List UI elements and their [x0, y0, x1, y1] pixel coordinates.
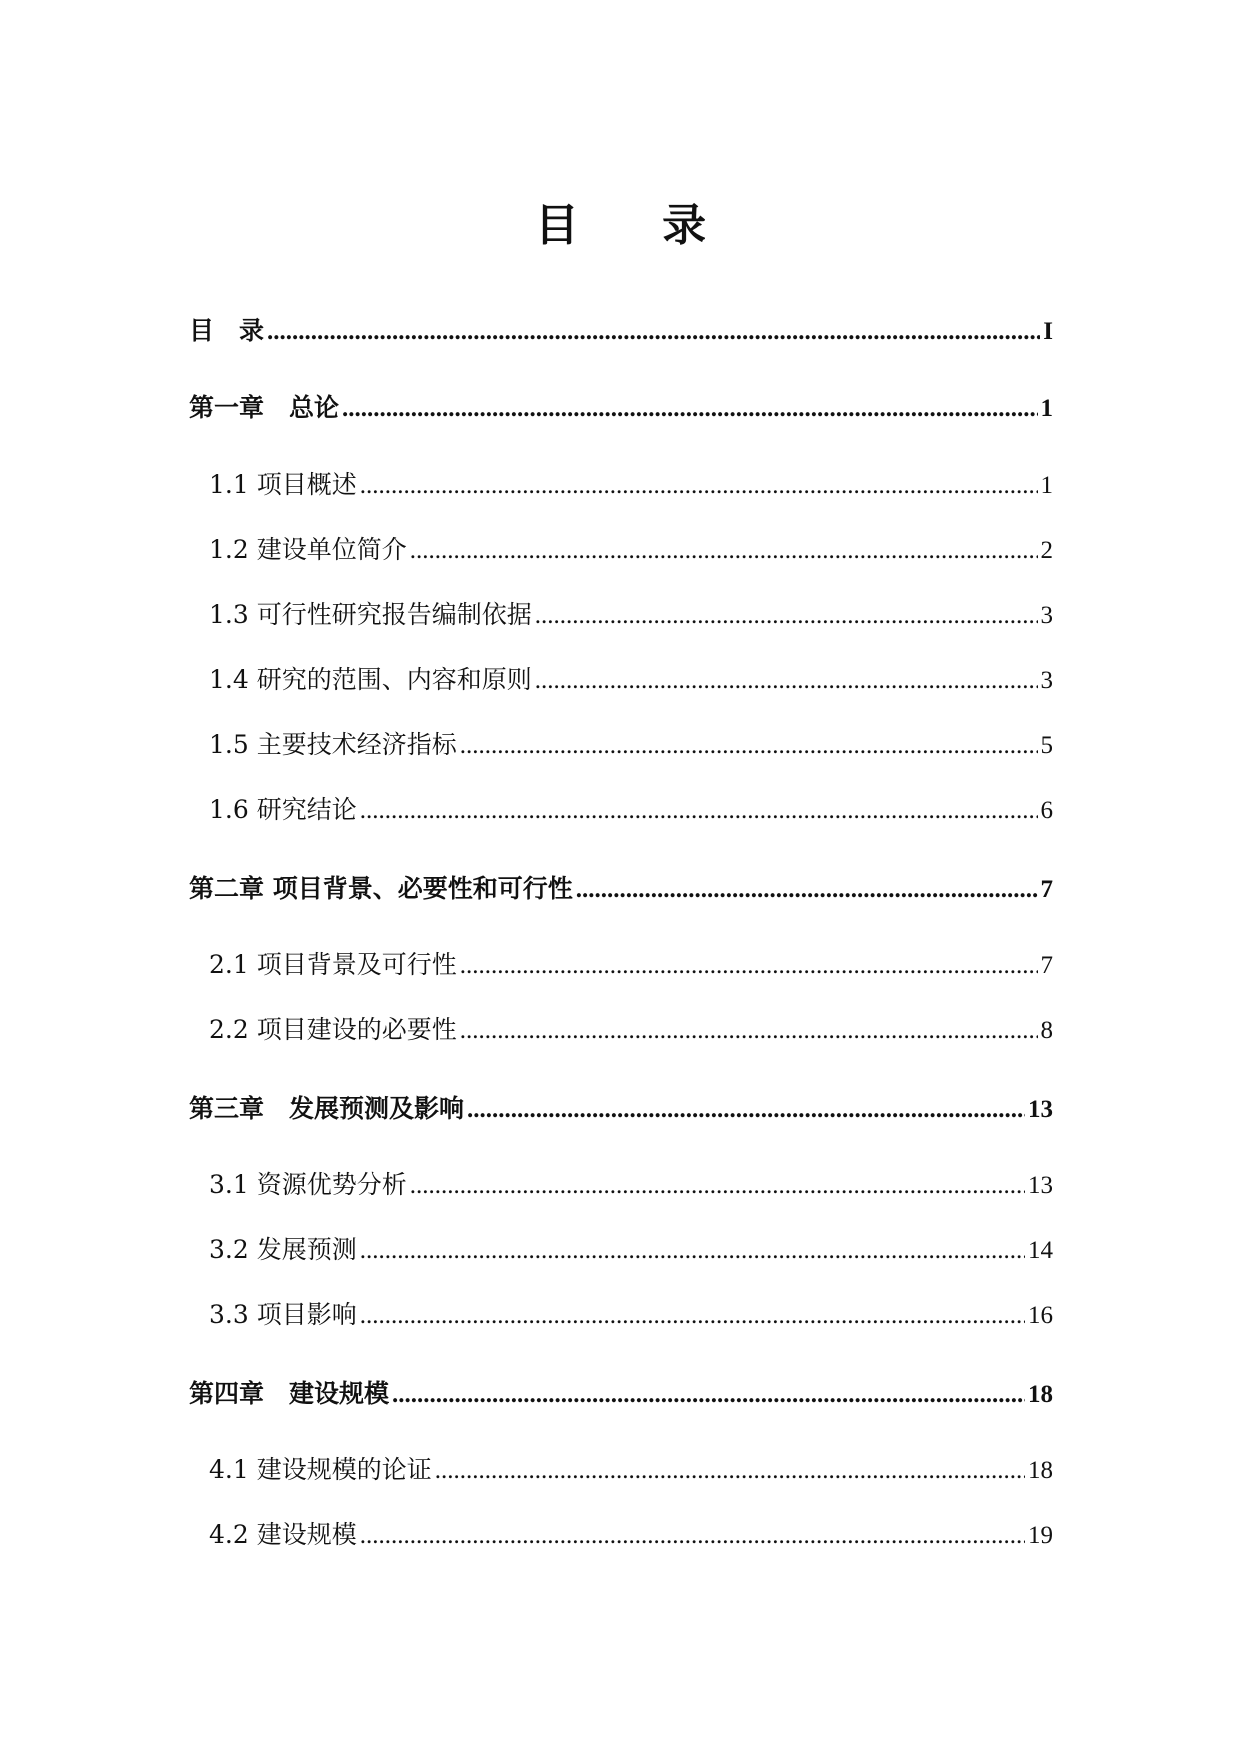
toc-entry-chapter-3[interactable]: [189, 1089, 1053, 1130]
toc-entry-section-4-1[interactable]: [209, 1450, 1053, 1491]
toc-entry-page: 14: [1028, 1237, 1053, 1264]
toc-entry-text: 第四章 建设规模: [189, 1379, 390, 1408]
toc-entry-text: 3.3 项目影响: [209, 1300, 357, 1329]
toc-leader-dots: [360, 466, 1038, 506]
toc-entry-page: I: [1043, 318, 1053, 345]
toc-entry-text: 1.1 项目概述: [209, 470, 357, 499]
page-title: 目 录: [534, 200, 741, 251]
toc-entry-page: 16: [1028, 1302, 1053, 1329]
toc-entry-section-3-3[interactable]: [209, 1295, 1053, 1336]
toc-leader-dots: [460, 726, 1038, 766]
toc-entry-page: 19: [1028, 1522, 1053, 1549]
toc-entry-section-4-2[interactable]: [209, 1515, 1053, 1556]
toc-entry-page: 6: [1040, 797, 1053, 824]
toc-entry-page: 18: [1028, 1457, 1053, 1484]
toc-entry-text: 4.1 建设规模的论证: [209, 1455, 432, 1484]
toc-entry-contents[interactable]: [189, 311, 1053, 352]
toc-leader-dots: [576, 870, 1038, 910]
toc-entry-chapter-1[interactable]: [189, 388, 1053, 429]
toc-entry-text: 4.2 建设规模: [209, 1520, 357, 1549]
toc-entry-chapter-4[interactable]: [189, 1374, 1053, 1415]
toc-entry-text: 3.2 发展预测: [209, 1235, 357, 1264]
toc-entry-section-2-1[interactable]: [209, 945, 1053, 986]
toc-entry-section-1-6[interactable]: [209, 790, 1053, 831]
toc-entry-chapter-2[interactable]: [189, 869, 1053, 910]
toc-entry-section-1-3[interactable]: [209, 595, 1053, 636]
toc-leader-dots: [267, 312, 1040, 352]
toc-entry-text: 1.6 研究结论: [209, 795, 357, 824]
toc-entry-page: 5: [1040, 732, 1053, 759]
toc-leader-dots: [535, 661, 1038, 701]
toc-leader-dots: [460, 1011, 1038, 1051]
toc-entry-page: 13: [1028, 1096, 1053, 1123]
toc-entry-page: 3: [1040, 602, 1053, 629]
toc-leader-dots: [392, 1375, 1025, 1415]
toc-entry-page: 1: [1040, 472, 1053, 499]
toc-entry-text: 3.1 资源优势分析: [209, 1170, 407, 1199]
toc-entry-text: 1.4 研究的范围、内容和原则: [209, 665, 532, 694]
toc-leader-dots: [535, 596, 1038, 636]
toc-entry-section-1-4[interactable]: [209, 660, 1053, 701]
toc-entry-page: 8: [1040, 1017, 1053, 1044]
toc-entry-section-3-1[interactable]: [209, 1165, 1053, 1206]
toc-entry-text: 1.5 主要技术经济指标: [209, 730, 457, 759]
toc-entry-page: 2: [1040, 537, 1053, 564]
toc-entry-section-2-2[interactable]: [209, 1010, 1053, 1051]
toc-leader-dots: [342, 389, 1037, 429]
toc-entry-page: 13: [1028, 1172, 1053, 1199]
toc-leader-dots: [460, 946, 1038, 986]
toc-entry-page: 3: [1040, 667, 1053, 694]
toc-entry-page: 1: [1040, 395, 1053, 422]
toc-entry-page: 7: [1040, 876, 1053, 903]
toc-entry-text: 2.1 项目背景及可行性: [209, 950, 457, 979]
toc-entry-text: 2.2 项目建设的必要性: [209, 1015, 457, 1044]
toc-entry-text: 目 录: [189, 316, 265, 345]
toc-entry-text: 第二章 项目背景、必要性和可行性: [189, 874, 573, 903]
toc-entry-section-1-1[interactable]: [209, 465, 1053, 506]
toc-entry-text: 1.2 建设单位简介: [209, 535, 407, 564]
toc-entry-text: 第三章 发展预测及影响: [189, 1094, 465, 1123]
toc-leader-dots: [410, 531, 1038, 571]
toc-leader-dots: [435, 1451, 1025, 1491]
toc-leader-dots: [467, 1090, 1025, 1130]
toc-leader-dots: [360, 1231, 1025, 1271]
toc-entry-page: 7: [1040, 952, 1053, 979]
toc-entry-section-1-2[interactable]: [209, 530, 1053, 571]
toc-entry-section-1-5[interactable]: [209, 725, 1053, 766]
toc-leader-dots: [410, 1166, 1025, 1206]
toc-entry-text: 1.3 可行性研究报告编制依据: [209, 600, 532, 629]
toc-entry-page: 18: [1028, 1381, 1053, 1408]
toc-leader-dots: [360, 1516, 1025, 1556]
toc-leader-dots: [360, 1296, 1025, 1336]
toc-entry-section-3-2[interactable]: [209, 1230, 1053, 1271]
toc-leader-dots: [360, 791, 1038, 831]
toc-entry-text: 第一章 总论: [189, 393, 340, 422]
